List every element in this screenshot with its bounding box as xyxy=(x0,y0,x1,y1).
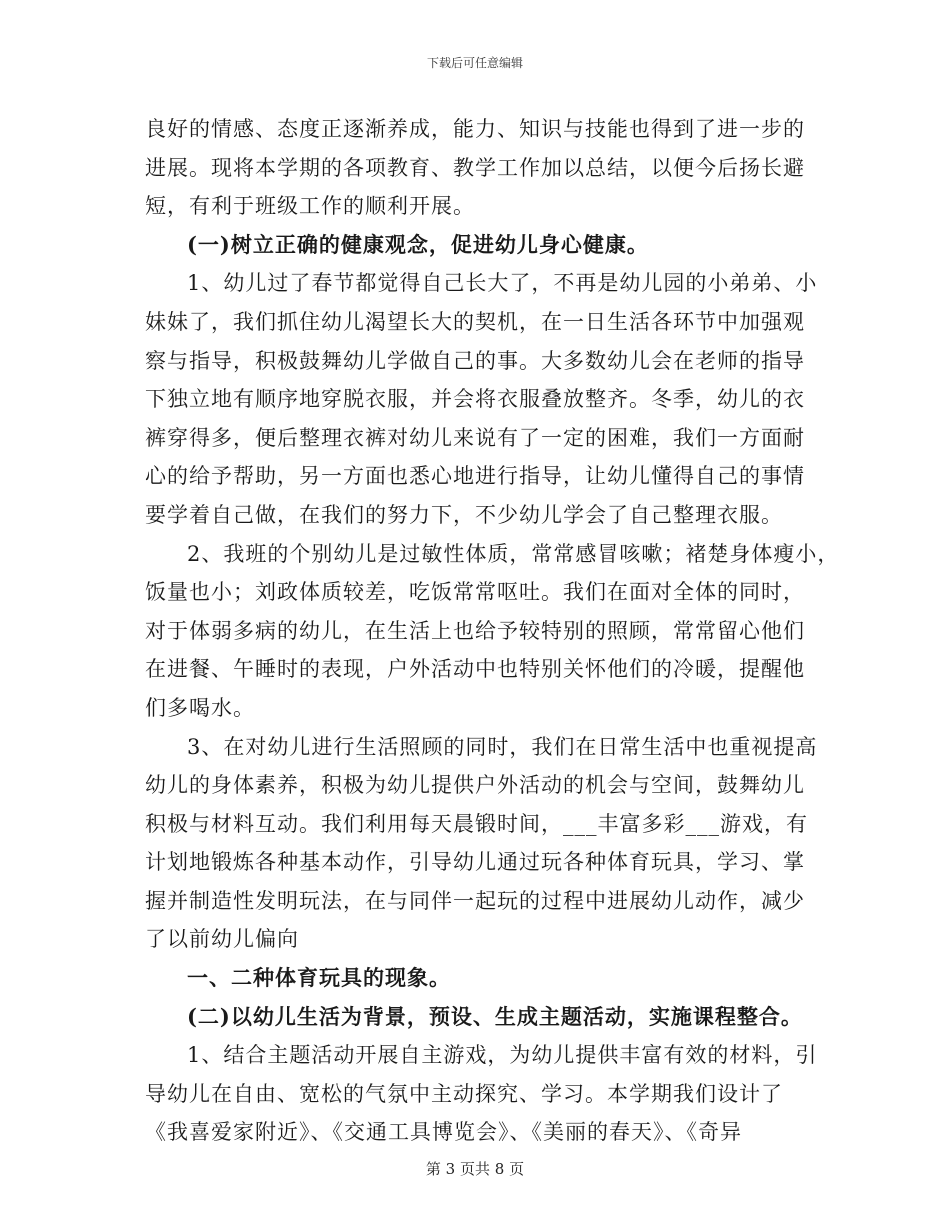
paragraph-line: 裤穿得多，便后整理衣裤对幼儿来说有了一定的困难，我们一方面耐 xyxy=(145,425,805,450)
page-header: 下载后可任意编辑 xyxy=(426,56,523,70)
paragraph-line: 1、幼儿过了春节都觉得自己长大了，不再是幼儿园的小弟弟、小 xyxy=(187,271,818,296)
paragraph-line: 察与指导，积极鼓舞幼儿学做自己的事。大多数幼儿会在老师的指导 xyxy=(145,348,805,373)
paragraph-line: 《我喜爱家附近》、《交通工具博览会》、《美丽的春天》、《奇异 xyxy=(145,1120,742,1145)
paragraph-line: 了以前幼儿偏向 xyxy=(145,927,299,952)
paragraph-line: 良好的情感、态度正逐渐养成，能力、知识与技能也得到了进一步的 xyxy=(145,117,805,141)
paragraph-line: 积极与材料互动。我们利用每天晨锻时间，___丰富多彩___游戏，有 xyxy=(145,811,808,836)
section-heading-line: 一、二种体育玩具的现象。 xyxy=(187,965,451,991)
paragraph-line: 短，有利于班级工作的顺利开展。 xyxy=(145,194,475,219)
page-footer: 第 3 页共 8 页 xyxy=(425,1160,525,1178)
paragraph-line: 下独立地有顺序地穿脱衣服，并会将衣服叠放整齐。冬季，幼儿的衣 xyxy=(145,387,805,412)
paragraph-line: 计划地锻炼各种基本动作，引导幼儿通过玩各种体育玩具，学习、掌 xyxy=(145,850,805,875)
paragraph-line: 幼儿的身体素养，积极为幼儿提供户外活动的机会与空间，鼓舞幼儿 xyxy=(145,773,805,798)
paragraph-line: 在进餐、午睡时的表现，户外活动中也特别关怀他们的冷暖，提醒他 xyxy=(145,657,805,682)
paragraph-line: 握并制造性发明玩法，在与同伴一起玩的过程中进展幼儿动作，减少 xyxy=(145,888,805,913)
section-heading-line: (二)以幼儿生活为背景，预设、生成主题活动，实施课程整合。 xyxy=(187,1003,803,1029)
paragraph-line: 1、结合主题活动开展自主游戏，为幼儿提供丰富有效的材料，引 xyxy=(187,1043,818,1068)
paragraph-line: 对于体弱多病的幼儿，在生活上也给予较特别的照顾，常常留心他们 xyxy=(145,618,805,643)
paragraph-line: 妹妹了，我们抓住幼儿渴望长大的契机，在一日生活各环节中加强观 xyxy=(145,309,805,334)
section-heading-line: (一)树立正确的健康观念，促进幼儿身心健康。 xyxy=(187,231,649,257)
paragraph-line: 心的给予帮助，另一方面也悉心地进行指导，让幼儿懂得自己的事情 xyxy=(145,464,805,489)
document-body xyxy=(145,110,840,1152)
paragraph-line: 3、在对幼儿进行生活照顾的同时，我们在日常生活中也重视提高 xyxy=(187,734,818,759)
paragraph-line: 2、我班的个别幼儿是过敏性体质，常常感冒咳嗽；褚楚身体瘦小， xyxy=(187,541,840,566)
paragraph-line: 进展。现将本学期的各项教育、教学工作加以总结，以便今后扬长避 xyxy=(145,155,805,180)
paragraph-line: 饭量也小；刘政体质较差，吃饭常常呕吐。我们在面对全体的同时， xyxy=(145,580,805,605)
paragraph-line: 们多喝水。 xyxy=(145,695,255,720)
paragraph-line: 要学着自己做，在我们的努力下，不少幼儿学会了自己整理衣服。 xyxy=(145,502,783,527)
paragraph-line: 导幼儿在自由、宽松的气氛中主动探究、学习。本学期我们设计了 xyxy=(145,1081,783,1106)
